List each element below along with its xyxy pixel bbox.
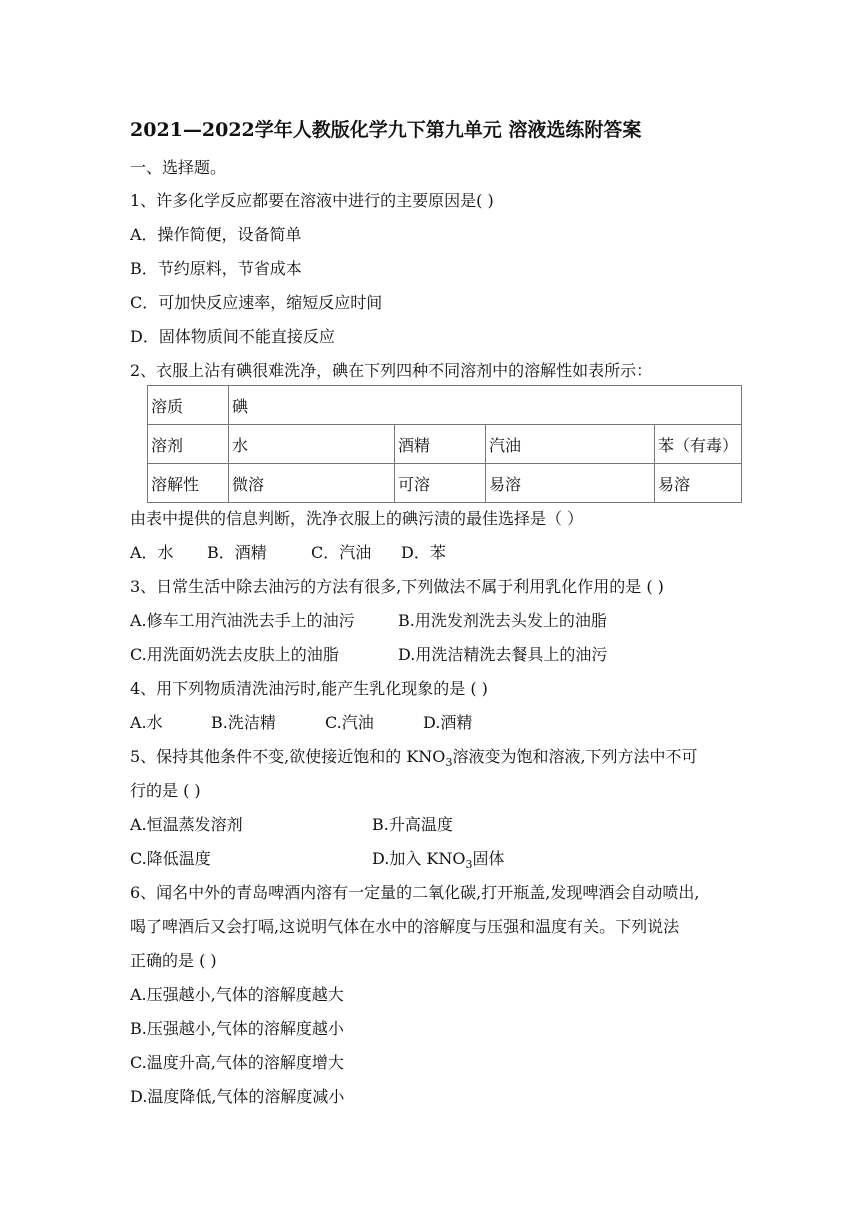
document-title: 2021—2022学年人教版化学九下第九单元 溶液选练附答案: [130, 119, 642, 141]
question-4-stem: 4、用下列物质清洗油污时,能产生乳化现象的是 ( ): [130, 679, 488, 698]
question-4-option-c: C.汽油: [325, 713, 374, 732]
question-5-options-row-1: [130, 814, 453, 836]
question-6-option-d: D.温度降低,气体的溶解度减小: [130, 1087, 345, 1106]
question-3-option-c: C.用洗面奶洗去皮肤上的油脂: [130, 645, 339, 664]
question-3-options-row-2: [130, 644, 607, 666]
question-6-stem-line-1: 6、闻名中外的青岛啤酒内溶有一定量的二氧化碳,打开瓶盖,发现啤酒会自动喷出,: [130, 883, 700, 902]
question-6-option-c: C.温度升高,气体的溶解度增大: [130, 1053, 344, 1072]
question-5-option-c: C.降低温度: [130, 849, 211, 868]
question-6-stem-line-3: 正确的是 ( ): [130, 951, 217, 970]
question-5-stem-b: 溶液变为饱和溶液,下列方法中不可: [452, 747, 698, 766]
question-1-option-d: D．固体物质间不能直接反应: [130, 327, 335, 346]
question-2-stem: 2、衣服上沾有碘很难洗净，碘在下列四种不同溶剂中的溶解性如表所示：: [130, 361, 653, 380]
question-2-followup: 由表中提供的信息判断，洗净衣服上的碘污渍的最佳选择是（ ）: [130, 509, 584, 528]
question-6-option-b: B.压强越小,气体的溶解度越小: [130, 1019, 344, 1038]
question-5-option-d: [372, 848, 505, 876]
question-5-options-row-2: [130, 848, 505, 876]
solubility-table: [147, 385, 742, 503]
subscript-3: 3: [465, 858, 473, 872]
question-4-option-a: A.水: [130, 713, 163, 732]
question-1-option-a: A．操作简便，设备简单: [130, 225, 302, 244]
question-1-stem: 1、许多化学反应都要在溶液中进行的主要原因是( ): [130, 191, 494, 210]
table-cell: 微溶: [229, 464, 395, 503]
question-5-option-d-tail: 固体: [472, 849, 505, 868]
question-3-option-d: D.用洗洁精洗去餐具上的油污: [398, 645, 608, 664]
question-3-option-a: A.修车工用汽油洗去手上的油污: [130, 611, 355, 630]
table-cell: 酒精: [395, 425, 486, 464]
question-2-option-a: A．水: [130, 543, 174, 562]
table-cell: 易溶: [655, 464, 742, 503]
question-5-stem-continued: 行的是 ( ): [130, 781, 201, 800]
table-cell: 苯（有毒）: [655, 425, 742, 464]
question-4-option-d: D.酒精: [423, 713, 473, 732]
table-row: [148, 464, 742, 503]
question-2-option-b: B．酒精: [207, 543, 267, 562]
table-cell: 溶解性: [148, 464, 229, 503]
question-3-option-b: B.用洗发剂洗去头发上的油脂: [398, 611, 607, 630]
question-1-option-c: C．可加快反应速率，缩短反应时间: [130, 293, 383, 312]
subscript-3: 3: [445, 756, 453, 770]
table-row: [148, 386, 742, 425]
question-6-option-a: A.压强越小,气体的溶解度越大: [130, 985, 344, 1004]
table-cell: 溶质: [148, 386, 229, 425]
question-5-stem-a: 5、保持其他条件不变,欲使接近饱和的 KNO: [130, 747, 446, 766]
question-5-option-a: A.恒温蒸发溶剂: [130, 815, 243, 834]
question-5-option-b: B.升高温度: [372, 815, 453, 834]
table-cell: 易溶: [486, 464, 655, 503]
question-3-stem: 3、日常生活中除去油污的方法有很多,下列做法不属于利用乳化作用的是 ( ): [130, 577, 664, 596]
table-row: [148, 425, 742, 464]
table-cell: 可溶: [395, 464, 486, 503]
question-4-options: [130, 712, 472, 734]
question-5-option-d-text: D.加入 KNO: [372, 849, 466, 868]
table-cell: 水: [229, 425, 395, 464]
section-heading: 一、选择题。: [130, 158, 227, 177]
question-2-options: [130, 542, 446, 564]
question-2-option-c: C．汽油: [311, 543, 372, 562]
question-4-option-b: B.洗洁精: [211, 713, 276, 732]
question-6-stem-line-2: 喝了啤酒后又会打嗝,这说明气体在水中的溶解度与压强和温度有关。下列说法: [130, 917, 680, 936]
question-3-options-row-1: [130, 610, 607, 632]
question-2-option-d: D．苯: [401, 543, 446, 562]
table-cell: 汽油: [486, 425, 655, 464]
table-cell: 溶剂: [148, 425, 229, 464]
question-1-option-b: B．节约原料，节省成本: [130, 259, 302, 278]
question-5-stem: [130, 746, 698, 774]
table-cell: 碘: [229, 386, 742, 425]
